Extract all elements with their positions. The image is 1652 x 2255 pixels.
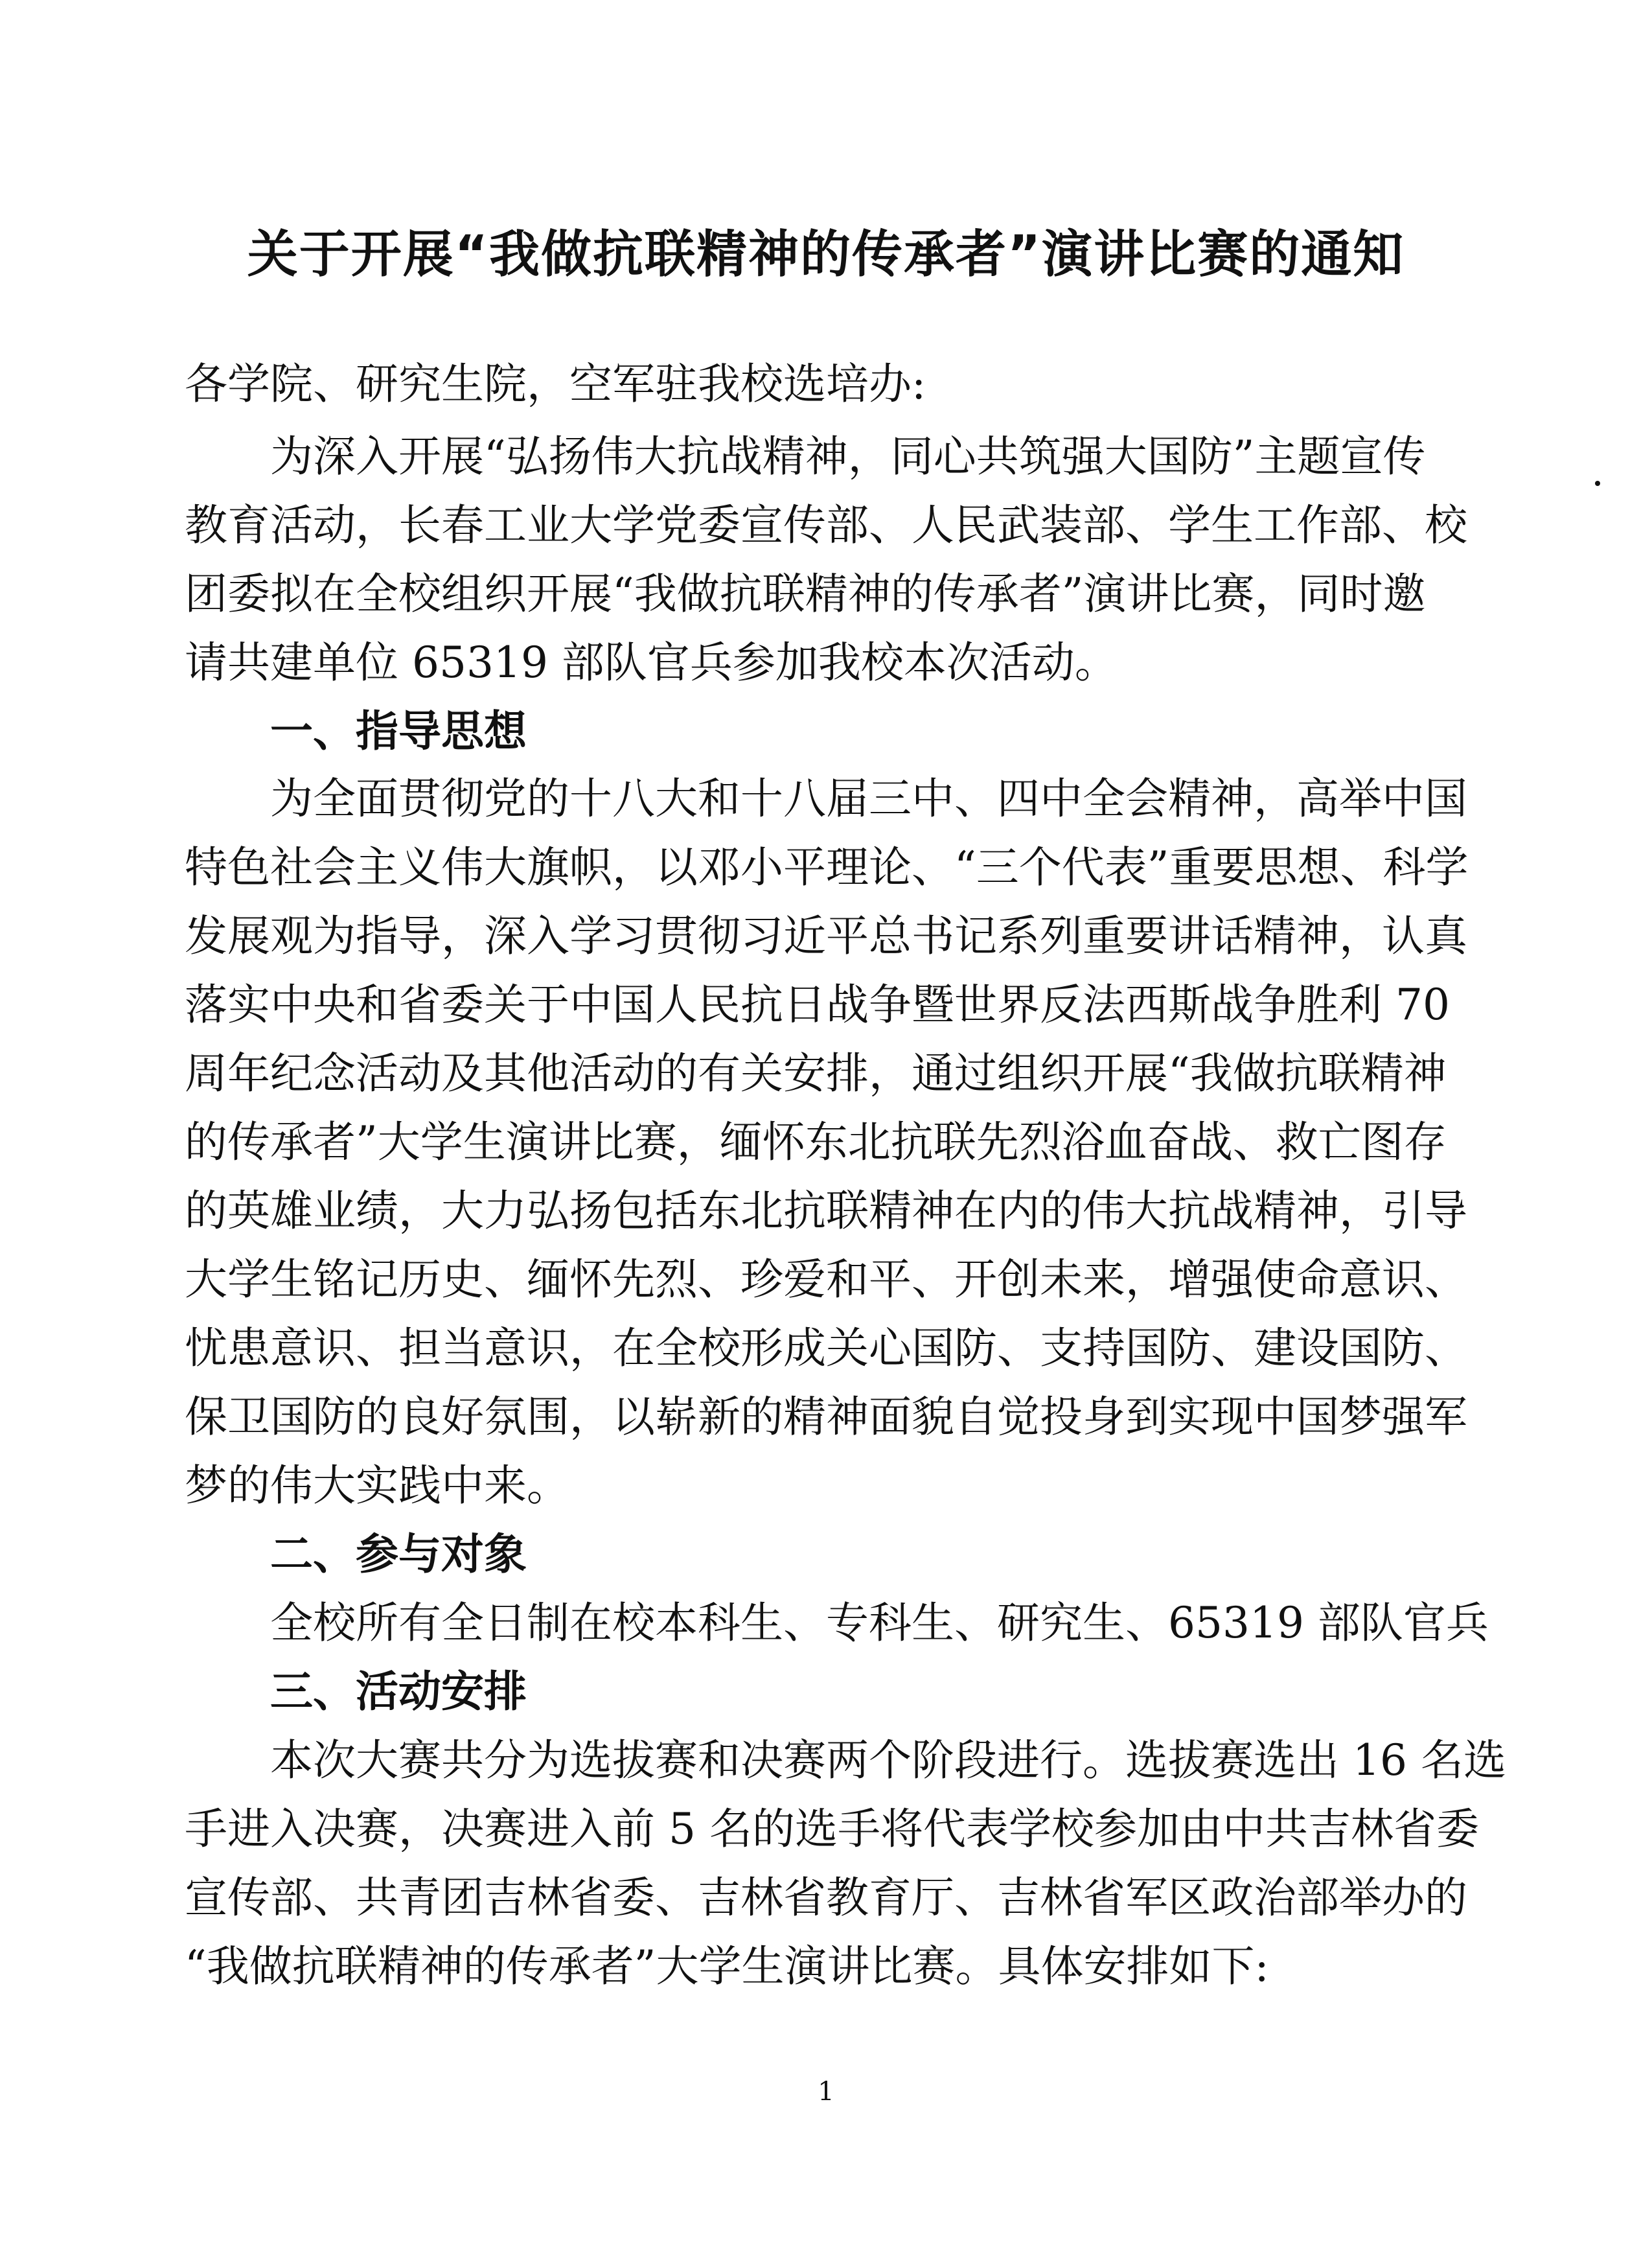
paragraph-line: 梦的伟大实践中来。 [185, 1461, 569, 1510]
paragraph-line: 周年纪念活动及其他活动的有关安排，通过组织开展“我做抗联精神 [185, 1048, 1447, 1098]
paragraph-line: 教育活动，长春工业大学党委宣传部、人民武装部、学生工作部、校 [185, 500, 1467, 550]
paragraph-line: 为全面贯彻党的十八大和十八届三中、四中全会精神，高举中国 [270, 774, 1467, 824]
paragraph-line: 手进入决赛，决赛进入前 5 名的选手将代表学校参加由中共吉林省委 [185, 1804, 1479, 1854]
section-heading: 三、活动安排 [270, 1667, 527, 1717]
paragraph-line: 各学院、研究生院，空军驻我校选培办: [185, 359, 926, 409]
section-heading: 一、指导思想 [270, 706, 527, 756]
paragraph-line: 本次大赛共分为选拔赛和决赛两个阶段进行。选拔赛选出 16 名选 [270, 1735, 1506, 1785]
paragraph-line: 团委拟在全校组织开展“我做抗联精神的传承者”演讲比赛，同时邀 [185, 569, 1426, 619]
paragraph-line: 忧患意识、担当意识，在全校形成关心国防、支持国防、建设国防、 [185, 1323, 1467, 1373]
paragraph-line: 为深入开展“弘扬伟大抗战精神，同心共筑强大国防”主题宣传 [270, 432, 1426, 481]
scan-speck [1595, 481, 1600, 486]
paragraph-line: 保卫国防的良好氛围，以崭新的精神面貌自觉投身到实现中国梦强军 [185, 1392, 1467, 1442]
paragraph-line: 的英雄业绩，大力弘扬包括东北抗联精神在内的伟大抗战精神，引导 [185, 1186, 1467, 1236]
section-heading: 二、参与对象 [270, 1529, 527, 1579]
paragraph-line: 大学生铭记历史、缅怀先烈、珍爱和平、开创未来，增强使命意识、 [185, 1255, 1467, 1304]
paragraph-line: 发展观为指导，深入学习贯彻习近平总书记系列重要讲话精神，认真 [185, 911, 1467, 961]
paragraph-line: “我做抗联精神的传承者”大学生演讲比赛。具体安排如下: [185, 1941, 1269, 1991]
paragraph-line: 的传承者”大学生演讲比赛，缅怀东北抗联先烈浴血奋战、救亡图存 [185, 1117, 1447, 1167]
paragraph-line: 宣传部、共青团吉林省委、吉林省教育厅、吉林省军区政治部举办的 [185, 1873, 1467, 1923]
paragraph-line: 全校所有全日制在校本科生、专科生、研究生、65319 部队官兵 [270, 1598, 1489, 1648]
document-title: 关于开展“我做抗联精神的传承者”演讲比赛的通知 [247, 226, 1405, 284]
page-number: 1 [818, 2077, 834, 2107]
paragraph-line: 特色社会主义伟大旗帜，以邓小平理论、“三个代表”重要思想、科学 [185, 842, 1469, 892]
paragraph-line: 落实中央和省委关于中国人民抗日战争暨世界反法西斯战争胜利 70 [185, 980, 1450, 1030]
paragraph-line: 请共建单位 65319 部队官兵参加我校本次活动。 [185, 638, 1118, 688]
